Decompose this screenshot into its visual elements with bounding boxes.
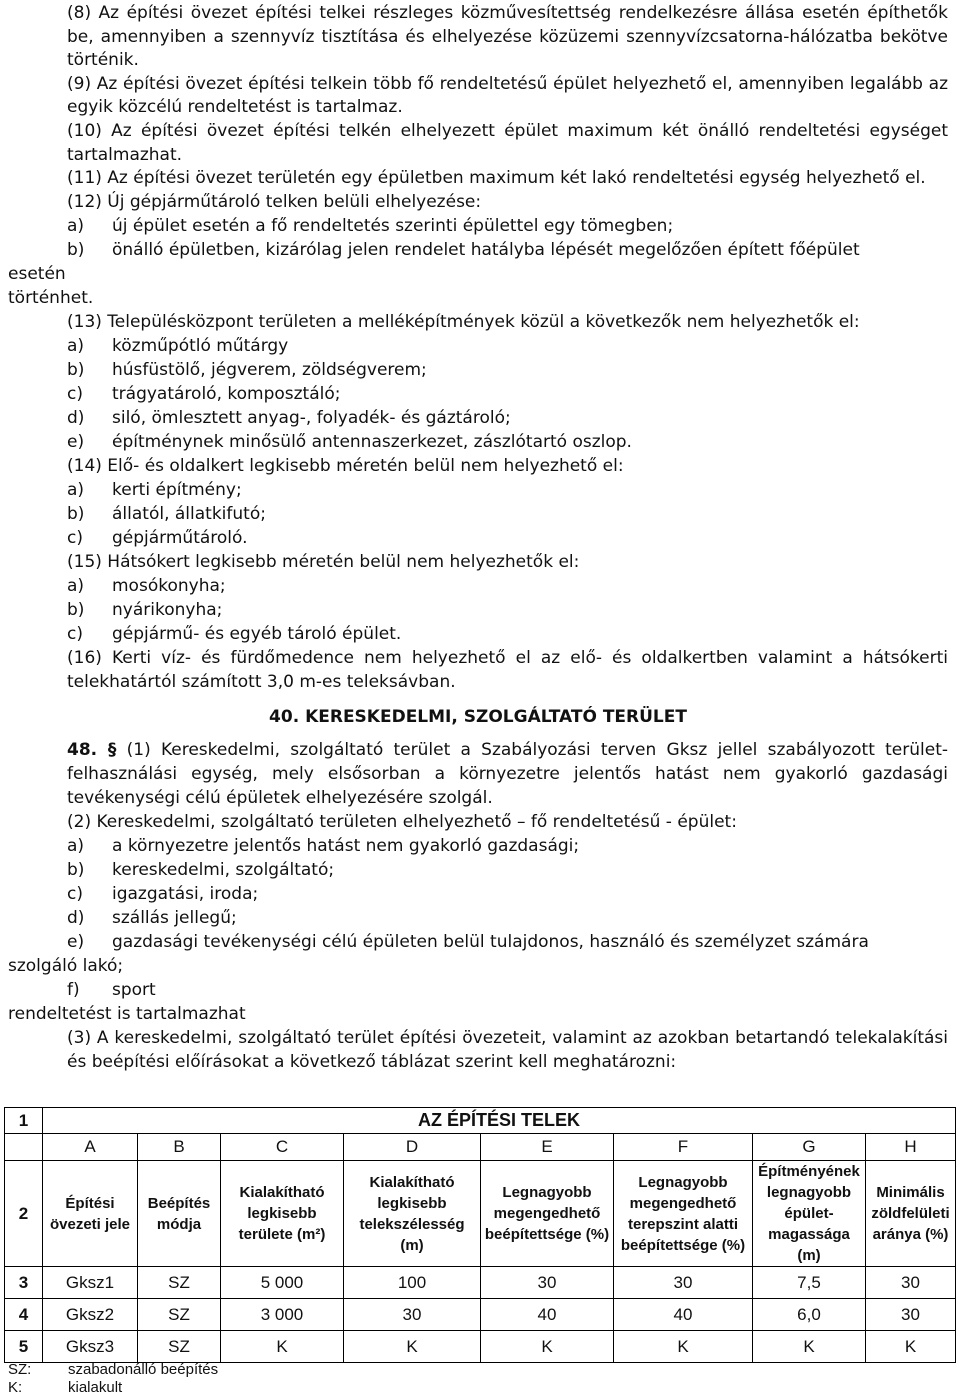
paragraph-12: (12) Új gépjárműtároló telken belüli elhelyezése:: [67, 191, 482, 212]
column-header: Építési övezeti jele: [43, 1161, 138, 1267]
column-letter: G: [753, 1134, 866, 1161]
list-marker: b): [67, 600, 85, 621]
list-14: [8, 478, 948, 550]
table-cell: K: [481, 1331, 614, 1363]
section-paragraph-1: [8, 738, 948, 810]
list-text: kereskedelmi, szolgáltató;: [112, 860, 335, 881]
row-number: 2: [5, 1161, 43, 1267]
table-cell: 6,0: [753, 1299, 866, 1331]
column-header: Építményének legnagyobb épület-magassága (m): [753, 1161, 866, 1267]
list-marker: a): [67, 836, 85, 857]
list-text: a környezetre jelentős hatást nem gyakorló gazdasági;: [112, 836, 580, 857]
list-continuation: rendeltetést is tartalmazhat: [8, 1004, 246, 1025]
row-number: 4: [5, 1299, 43, 1331]
list-marker: a): [67, 216, 85, 237]
list-marker: e): [67, 932, 85, 953]
paragraph-11: (11) Az építési övezet területén egy épületben maximum két lakó rendeltetési egység helyezhető el.: [67, 168, 926, 189]
table-row: [5, 1331, 956, 1363]
column-letter: B: [138, 1134, 221, 1161]
list-text: sport: [112, 980, 156, 1001]
column-header: Legnagyobb megengedhető beépítettsége (%): [481, 1161, 614, 1267]
legend-value: szabadonálló beépítés: [68, 1361, 219, 1378]
list-marker: b): [67, 360, 85, 381]
column-header: Legnagyobb megengedhető terepszint alatti beépítettsége (%): [614, 1161, 753, 1267]
paragraph-9: (9) Az építési övezet építési telkein több fő rendeltetésű épület helyezhető el, amennyiben legalább az egyik közcélú rendeltetést is tartalmaz.: [67, 73, 948, 118]
table-cell: 30: [866, 1267, 956, 1299]
list-marker: f): [67, 980, 80, 1001]
building-plot-table: [4, 1107, 956, 1363]
list-marker: d): [67, 408, 85, 429]
list-text: mosókonyha;: [112, 576, 226, 597]
column-header: Beépítés módja: [138, 1161, 221, 1267]
column-letter: D: [344, 1134, 481, 1161]
list-item: [8, 978, 948, 1002]
list-13: [8, 334, 948, 454]
column-letter: A: [43, 1134, 138, 1161]
list-marker: b): [67, 860, 85, 881]
list-item: [8, 430, 948, 454]
list-text: nyárikonyha;: [112, 600, 223, 621]
section-heading: 40. KERESKEDELMI, SZOLGÁLTATÓ TERÜLET: [269, 707, 687, 728]
table-cell: Gksz3: [43, 1331, 138, 1363]
legend-value: kialakult: [68, 1379, 123, 1396]
table-cell: 100: [344, 1267, 481, 1299]
list-text: új épület esetén a fő rendeltetés szerinti épülettel egy tömegben;: [112, 216, 674, 237]
paragraph-13: (13) Településközpont területen a melléképítmények közül a következők nem helyezhetők el:: [67, 312, 860, 333]
list-continuation: esetén: [8, 264, 66, 285]
list-15: [8, 574, 948, 646]
table-legend: [8, 1361, 218, 1397]
table-cell: K: [866, 1331, 956, 1363]
table-row: [5, 1299, 956, 1331]
row-number: 5: [5, 1331, 43, 1363]
list-text: húsfüstölő, jégverem, zöldségverem;: [112, 360, 427, 381]
table-cell: 30: [866, 1299, 956, 1331]
list-item: [8, 382, 948, 406]
table-title: AZ ÉPÍTÉSI TELEK: [43, 1108, 956, 1134]
list-item: [8, 882, 948, 906]
list-text: trágyatároló, komposztáló;: [112, 384, 341, 405]
table-cell: 7,5: [753, 1267, 866, 1299]
paragraph-14: (14) Elő- és oldalkert legkisebb méretén belül nem helyezhető el:: [67, 456, 624, 477]
table-title-row: [5, 1108, 956, 1134]
list-marker: a): [67, 576, 85, 597]
column-header-row: [5, 1161, 956, 1267]
list-text: közműpótló műtárgy: [112, 336, 289, 357]
list-text: állatól, állatkifutó;: [112, 504, 266, 525]
list-item: [8, 358, 948, 382]
list-item: [8, 502, 948, 526]
list-marker: c): [67, 384, 83, 405]
list-text: építménynek minősülő antennaszerkezet, zászlótartó oszlop.: [112, 432, 632, 453]
table-cell: 30: [481, 1267, 614, 1299]
list-item: [8, 214, 948, 238]
list-item: [8, 858, 948, 882]
table-body: [5, 1267, 956, 1363]
legend-entry: [8, 1361, 218, 1379]
list-text: gépjármű- és egyéb tároló épület.: [112, 624, 402, 645]
table-cell: K: [221, 1331, 344, 1363]
list-text: igazgatási, iroda;: [112, 884, 259, 905]
column-header: Minimális zöldfelületi aránya (%): [866, 1161, 956, 1267]
list-text: gazdasági tevékenységi célú épületen belül tulajdonos, használó és személyzet számára: [112, 932, 869, 953]
list-continuation: szolgáló lakó;: [8, 956, 124, 977]
list-marker: e): [67, 432, 85, 453]
table-cell: 40: [481, 1299, 614, 1331]
table-cell: SZ: [138, 1331, 221, 1363]
table-cell: 5 000: [221, 1267, 344, 1299]
column-letter: H: [866, 1134, 956, 1161]
list-text: kerti építmény;: [112, 480, 242, 501]
column-header: Kialakítható legkisebb területe (m²): [221, 1161, 344, 1267]
list-item: [8, 622, 948, 646]
list-item: [8, 598, 948, 622]
column-header: Kialakítható legkisebb telekszélesség (m): [344, 1161, 481, 1267]
list-item: [8, 238, 948, 262]
paragraph-8: (8) Az építési övezet építési telkei részleges közművesítettség rendelkezésre állása esetén építhetők be, amennyiben a szennyvíz tisztítása és elhelyezése közüzemi szennyvízcsatorna-hálózatba bekötve történik.: [67, 3, 948, 71]
table-cell: K: [753, 1331, 866, 1363]
section-paragraph-2: (2) Kereskedelmi, szolgáltató területen elhelyezhető – fő rendeltetésű - épület:: [67, 812, 737, 833]
list-text: önálló épületben, kizárólag jelen rendelet hatályba lépését megelőzően épített főépület: [112, 240, 860, 261]
list-text: szállás jellegű;: [112, 908, 237, 929]
document-page: [8, 2, 948, 1074]
list-item: [8, 334, 948, 358]
section-paragraph-3: (3) A kereskedelmi, szolgáltató terület építési övezeteit, valamint az azokban betartandó telekalakítási és beépítési előírásokat a következő táblázat szerint kell meghatározni:: [67, 1028, 948, 1073]
legend-key: SZ:: [8, 1361, 32, 1378]
list-item: [8, 478, 948, 502]
table-cell: 30: [344, 1299, 481, 1331]
list-item: [8, 574, 948, 598]
list-marker: a): [67, 336, 85, 357]
list-marker: b): [67, 240, 85, 261]
table-cell: 40: [614, 1299, 753, 1331]
list-text: gépjárműtároló.: [112, 528, 248, 549]
list-marker: a): [67, 480, 85, 501]
list-text: siló, ömlesztett anyag-, folyadék- és gáztároló;: [112, 408, 511, 429]
list-section-2: [8, 834, 948, 930]
column-letter-row: [5, 1134, 956, 1161]
list-marker: c): [67, 624, 83, 645]
list-item: [8, 406, 948, 430]
section-number: 48. §: [67, 740, 117, 761]
paragraph-16: (16) Kerti víz- és fürdőmedence nem helyezhető el az elő- és oldalkertben valamint a hátsókerti telekhatártól számított 3,0 m-es teleksávban.: [67, 648, 948, 693]
row-number: 3: [5, 1267, 43, 1299]
list-marker: b): [67, 504, 85, 525]
list-item: [8, 906, 948, 930]
table-cell: SZ: [138, 1267, 221, 1299]
list-item: [8, 930, 948, 954]
table-cell: Gksz2: [43, 1299, 138, 1331]
column-letter: F: [614, 1134, 753, 1161]
list-item: [8, 526, 948, 550]
legend-key: K:: [8, 1379, 23, 1396]
table-row: [5, 1267, 956, 1299]
paragraph-10: (10) Az építési övezet építési telkén elhelyezett épület maximum két önálló rendeltetési egységet tartalmazhat.: [67, 120, 948, 165]
list-item: [8, 834, 948, 858]
table-cell: K: [344, 1331, 481, 1363]
list-continuation: történhet.: [8, 288, 94, 309]
table-cell: K: [614, 1331, 753, 1363]
paragraph-15: (15) Hátsókert legkisebb méretén belül nem helyezhetők el:: [67, 552, 580, 573]
column-letter: E: [481, 1134, 614, 1161]
table-cell: SZ: [138, 1299, 221, 1331]
column-letter: C: [221, 1134, 344, 1161]
list-marker: c): [67, 884, 83, 905]
legend-entry: [8, 1379, 218, 1397]
table-cell: 30: [614, 1267, 753, 1299]
row-number: 1: [5, 1108, 43, 1134]
list-marker: c): [67, 528, 83, 549]
table-cell: 3 000: [221, 1299, 344, 1331]
section-paragraph-1-text: (1) Kereskedelmi, szolgáltató terület a Szabályozási terven Gksz jellel szabályozott terület-felhasználási egység, mely elsősorban a környezetre jelentős hatást nem gyakorló gazdasági tevékenységi célú épületek elhelyezésére szolgál.: [67, 740, 948, 809]
list-marker: d): [67, 908, 85, 929]
table-cell: Gksz1: [43, 1267, 138, 1299]
